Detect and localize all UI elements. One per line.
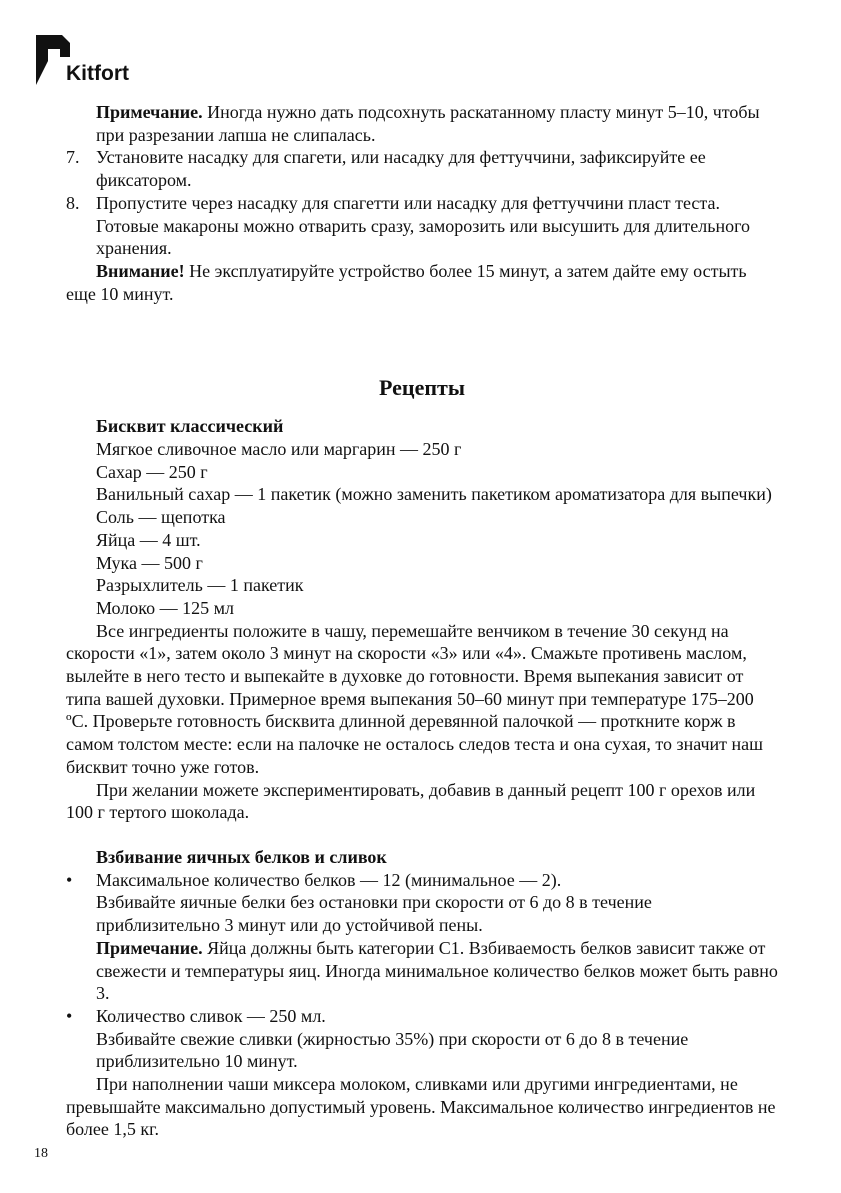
bullet-text: Максимальное количество белков — 12 (минимальное — 2). xyxy=(96,869,562,890)
recipe-title: Взбивание яичных белков и сливок xyxy=(96,846,387,867)
note-text: Иногда нужно дать подсохнуть раскатанному пласту минут 5–10, чтобы при разрезании лапша не слипалась. xyxy=(96,102,760,145)
bullet-marker: • xyxy=(66,869,73,890)
warning-text: Не эксплуатируйте устройство более 15 минут, а затем дайте ему остыть еще 10 минут. xyxy=(66,260,747,304)
ingredient-item: Соль — щепотка xyxy=(96,507,226,528)
ingredient-item: Ванильный сахар — 1 пакетик (можно заменить пакетиком ароматизатора для выпечки) xyxy=(96,484,772,505)
ingredient-item: Молоко — 125 мл xyxy=(96,597,235,618)
bullet-marker: • xyxy=(66,1005,73,1026)
step-text: Установите насадку для спагети, или насадку для феттуччини, зафиксируйте ее фиксатором. xyxy=(96,147,706,191)
bullet-item xyxy=(66,1005,778,1028)
ingredient-item: Мягкое сливочное масло или маргарин — 250 г xyxy=(96,439,462,460)
warning-label: Внимание! xyxy=(96,260,185,281)
ingredient-item: Яйца — 4 шт. xyxy=(96,529,201,550)
note-label: Примечание. xyxy=(96,102,203,122)
recipe-method: Все ингредиенты положите в чашу, перемешайте венчиком в течение 30 секунд на скорости «1», затем около 3 минут на скорости «3» или «4». Смажьте противень маслом, вылейте в него тесто и выпекайте в духовке до готовности. Время выпекания зависит от типа вашей духовки. Примерное время выпекания 50–60 минут при температуре 175–200 ºС. Проверьте готовность бисквита длинной деревянной палочкой — проткните корж в самом толстом месте: если на палочке не осталось следов теста и она сухая, то значит наш бисквит точно уже готов. xyxy=(66,620,764,777)
bullet-text: Количество сливок — 250 мл. xyxy=(96,1005,326,1026)
recipe-tip: При желании можете экспериментировать, добавив в данный рецепт 100 г орехов или 100 г тертого шоколада. xyxy=(66,779,756,823)
bullet-detail: Взбивайте свежие сливки (жирностью 35%) при скорости от 6 до 8 в течение приблизительно 10 минут. xyxy=(96,1028,689,1072)
note-text: Яйца должны быть категории С1. Взбиваемость белков зависит также от свежести и температуры яиц. Иногда минимальное количество белков может быть равно 3. xyxy=(96,937,778,1004)
step-text: Пропустите через насадку для спагетти или насадку для феттуччини пласт теста. Готовые макароны можно отварить сразу, заморозить или высушить для длительного хранения. xyxy=(96,192,751,259)
note-paragraph xyxy=(66,101,778,146)
ingredient-item: Мука — 500 г xyxy=(96,552,203,573)
recipe-title: Бисквит классический xyxy=(96,416,284,437)
step-number: 7. xyxy=(66,147,80,168)
step-8 xyxy=(66,192,778,260)
note-label: Примечание. xyxy=(96,937,203,958)
bullet-detail: Взбивайте яичные белки без остановки при скорости от 6 до 8 в течение приблизительно 3 минут или до устойчивой пены. xyxy=(96,892,652,936)
ingredient-item: Разрыхлитель — 1 пакетик xyxy=(96,575,304,596)
page-content xyxy=(66,101,778,1141)
section-title: Рецепты xyxy=(378,375,465,401)
final-paragraph: При наполнении чаши миксера молоком, сливками или другими ингредиентами, не превышайте максимально допустимый уровень. Максимальное количество ингредиентов не более 1,5 кг. xyxy=(66,1074,776,1140)
step-number: 8. xyxy=(66,192,80,213)
warning-paragraph xyxy=(66,260,778,305)
bullet-item xyxy=(66,869,778,892)
ingredient-item: Сахар — 250 г xyxy=(96,461,208,482)
ingredient-list xyxy=(66,438,778,620)
brand-name: Kitfort xyxy=(66,62,129,85)
note-paragraph xyxy=(66,937,778,1005)
page-number: 18 xyxy=(34,1146,48,1161)
step-7 xyxy=(66,146,778,191)
